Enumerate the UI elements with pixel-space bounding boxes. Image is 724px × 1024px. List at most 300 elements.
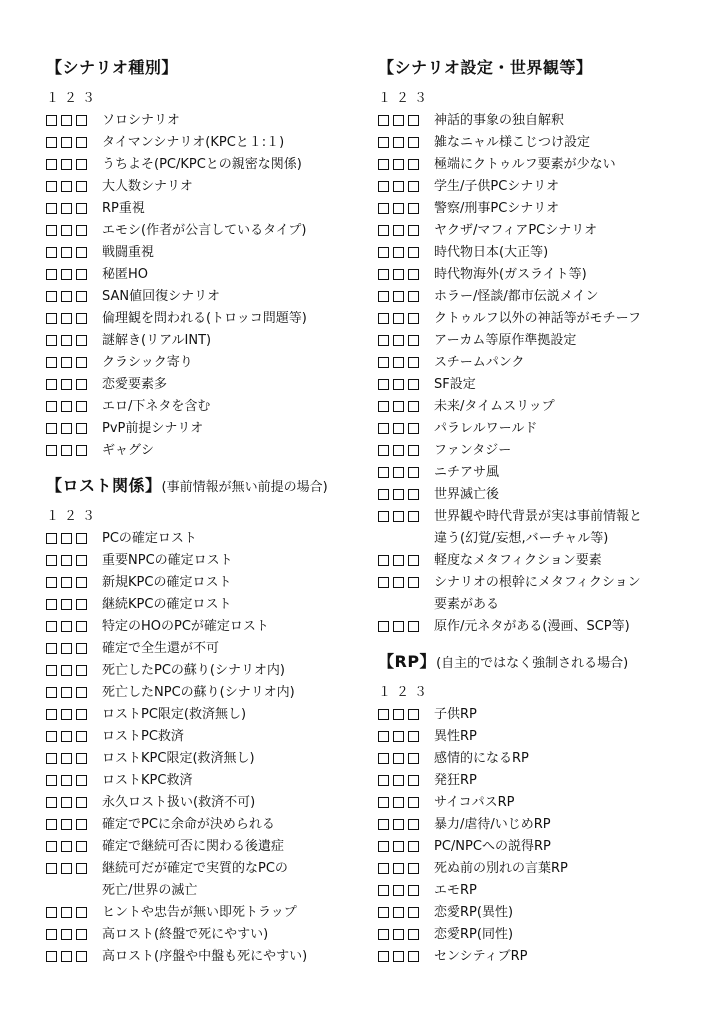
checkbox-3[interactable] (76, 181, 87, 192)
checkbox-2[interactable] (61, 379, 72, 390)
checkbox-group (378, 396, 434, 412)
checkbox-3[interactable] (408, 159, 419, 170)
checkbox-1[interactable] (378, 181, 389, 192)
checkbox-3[interactable] (76, 137, 87, 148)
checkbox-2[interactable] (393, 269, 404, 280)
checkbox-1[interactable] (46, 379, 57, 390)
checkbox-3[interactable] (408, 819, 419, 830)
checkbox-2[interactable] (393, 489, 404, 500)
checklist-row (378, 880, 708, 902)
checkbox-group (378, 616, 434, 632)
checkbox-2[interactable] (61, 445, 72, 456)
checkbox-1[interactable] (46, 533, 57, 544)
checkbox-1[interactable] (46, 423, 57, 434)
checkbox-1[interactable] (378, 797, 389, 808)
checkbox-2[interactable] (393, 203, 404, 214)
checklist-row (46, 418, 366, 440)
checkbox-1[interactable] (378, 445, 389, 456)
checkbox-group (46, 352, 102, 368)
section-gap (46, 462, 366, 470)
checkbox-3[interactable] (408, 137, 419, 148)
checkbox-3[interactable] (408, 885, 419, 896)
item-label: 異性RP (434, 729, 477, 744)
checklist-row (378, 154, 708, 176)
checkbox-1[interactable] (378, 907, 389, 918)
checkbox-2[interactable] (393, 401, 404, 412)
checkbox-2[interactable] (61, 313, 72, 324)
checkbox-2[interactable] (61, 863, 72, 874)
checkbox-3[interactable] (76, 115, 87, 126)
checklist-row (378, 308, 708, 330)
checkbox-2[interactable] (393, 181, 404, 192)
checkbox-2[interactable] (393, 291, 404, 302)
checkbox-2[interactable] (61, 907, 72, 918)
item-label: 時代物海外(ガスライト等) (434, 267, 587, 282)
checkbox-2[interactable] (393, 577, 404, 588)
checkbox-group (46, 594, 102, 610)
item-label: ヒントや忠告が無い即死トラップ (102, 905, 297, 920)
checkbox-group (46, 770, 102, 786)
checkbox-3[interactable] (408, 379, 419, 390)
checkbox-1[interactable] (46, 643, 57, 654)
checkbox-2[interactable] (61, 269, 72, 280)
checkbox-1[interactable] (378, 247, 389, 258)
checkbox-1[interactable] (378, 489, 389, 500)
checkbox-2[interactable] (61, 181, 72, 192)
checkbox-3[interactable] (408, 181, 419, 192)
item-label: ファンタジー (434, 443, 512, 458)
checkbox-1[interactable] (378, 929, 389, 940)
section-subtitle: (事前情報が無い前提の場合) (161, 480, 328, 495)
checklist-row (378, 286, 708, 308)
checklist-row (46, 396, 366, 418)
checkbox-group (46, 836, 102, 852)
checkbox-1[interactable] (46, 753, 57, 764)
item-label: SF設定 (434, 377, 476, 392)
checkbox-3[interactable] (76, 665, 87, 676)
checkbox-1[interactable] (46, 687, 57, 698)
checklist-row (378, 374, 708, 396)
checklist-row (46, 132, 366, 154)
checkbox-group (378, 770, 434, 786)
checkbox-1[interactable] (46, 247, 57, 258)
checkbox-3[interactable] (76, 313, 87, 324)
item-label: PC/NPCへの説得RP (434, 839, 551, 854)
checkbox-group (378, 176, 434, 192)
section-title: 【シナリオ種別】 (46, 58, 178, 77)
checkbox-2[interactable] (61, 203, 72, 214)
checkbox-1[interactable] (378, 555, 389, 566)
checkbox-1[interactable] (46, 313, 57, 324)
checkbox-2[interactable] (61, 731, 72, 742)
checkbox-2[interactable] (393, 731, 404, 742)
checkbox-group (46, 110, 102, 126)
checkbox-1[interactable] (378, 335, 389, 346)
checkbox-2[interactable] (61, 247, 72, 258)
checkbox-1[interactable] (46, 445, 57, 456)
checklist-row (378, 418, 708, 440)
checkbox-3[interactable] (76, 951, 87, 962)
checkbox-3[interactable] (76, 841, 87, 852)
checkbox-1[interactable] (46, 775, 57, 786)
section (46, 462, 366, 968)
checkbox-1[interactable] (378, 511, 389, 522)
checkbox-group (378, 220, 434, 236)
checkbox-group (46, 704, 102, 720)
checkbox-3[interactable] (76, 753, 87, 764)
checkbox-2[interactable] (61, 159, 72, 170)
section-subtitle: (自主的ではなく強制される場合) (436, 656, 629, 671)
checkbox-3[interactable] (76, 379, 87, 390)
checkbox-3[interactable] (76, 929, 87, 940)
checkbox-2[interactable] (61, 665, 72, 676)
section (46, 52, 366, 462)
checkbox-1[interactable] (46, 115, 57, 126)
checkbox-group (46, 396, 102, 412)
checkbox-2[interactable] (393, 379, 404, 390)
checkbox-1[interactable] (46, 709, 57, 720)
checkbox-2[interactable] (393, 423, 404, 434)
checkbox-1[interactable] (378, 379, 389, 390)
checkbox-1[interactable] (46, 159, 57, 170)
checkbox-1[interactable] (46, 929, 57, 940)
checklist-row (46, 638, 366, 660)
checkbox-3[interactable] (76, 775, 87, 786)
checkbox-3[interactable] (408, 401, 419, 412)
checkbox-1[interactable] (378, 313, 389, 324)
checkbox-1[interactable] (46, 797, 57, 808)
checkbox-2[interactable] (393, 225, 404, 236)
checkbox-1[interactable] (378, 731, 389, 742)
checkbox-3[interactable] (76, 643, 87, 654)
column-numbers: １２３ (378, 685, 433, 700)
checkbox-2[interactable] (393, 621, 404, 632)
checkbox-group (378, 858, 434, 874)
checkbox-2[interactable] (61, 643, 72, 654)
checkbox-1[interactable] (378, 753, 389, 764)
checkbox-1[interactable] (378, 269, 389, 280)
column-numbers: １２３ (378, 91, 433, 106)
checkbox-1[interactable] (46, 731, 57, 742)
checkbox-3[interactable] (76, 335, 87, 346)
checklist-row (378, 396, 708, 418)
checkbox-3[interactable] (76, 709, 87, 720)
checkbox-2[interactable] (393, 137, 404, 148)
checkbox-3[interactable] (408, 797, 419, 808)
checklist-row (378, 770, 708, 792)
item-label: 新規KPCの確定ロスト (102, 575, 232, 590)
checkbox-2[interactable] (393, 445, 404, 456)
checkbox-1[interactable] (378, 863, 389, 874)
checkbox-3[interactable] (408, 247, 419, 258)
checkbox-2[interactable] (61, 577, 72, 588)
checkbox-2[interactable] (61, 137, 72, 148)
checkbox-3[interactable] (76, 555, 87, 566)
checkbox-1[interactable] (378, 577, 389, 588)
checkbox-1[interactable] (378, 137, 389, 148)
item-label: 永久ロスト扱い(救済不可) (102, 795, 256, 810)
checkbox-3[interactable] (408, 775, 419, 786)
checkbox-2[interactable] (393, 357, 404, 368)
item-label: 謎解き(リアルINT) (102, 333, 212, 348)
checkbox-1[interactable] (378, 951, 389, 962)
checkbox-1[interactable] (378, 885, 389, 896)
checkbox-2[interactable] (61, 533, 72, 544)
checkbox-3[interactable] (408, 467, 419, 478)
checkbox-1[interactable] (46, 269, 57, 280)
checklist-row (378, 748, 708, 770)
checkbox-1[interactable] (378, 115, 389, 126)
checkbox-1[interactable] (46, 335, 57, 346)
item-label: パラレルワールド (434, 421, 538, 436)
checkbox-3[interactable] (76, 203, 87, 214)
checkbox-group (378, 440, 434, 456)
checkbox-2[interactable] (61, 423, 72, 434)
section-heading (378, 646, 708, 678)
checkbox-2[interactable] (61, 687, 72, 698)
checkbox-group (46, 198, 102, 214)
item-label-continuation: 違う(幻覚/妄想,バーチャル等) (434, 531, 609, 546)
checkbox-group (46, 286, 102, 302)
checkbox-2[interactable] (393, 863, 404, 874)
checkbox-3[interactable] (408, 489, 419, 500)
checkbox-3[interactable] (408, 621, 419, 632)
item-label: スチームパンク (434, 355, 525, 370)
checklist-row (378, 572, 708, 594)
item-label-continuation: 要素がある (434, 597, 500, 612)
checkbox-2[interactable] (61, 819, 72, 830)
checkbox-2[interactable] (61, 929, 72, 940)
checklist-row (46, 858, 366, 880)
item-label: ヤクザ/マフィアPCシナリオ (434, 223, 598, 238)
checkbox-3[interactable] (408, 709, 419, 720)
checkbox-3[interactable] (408, 115, 419, 126)
checkbox-group (46, 902, 102, 918)
checkbox-1[interactable] (378, 203, 389, 214)
checkbox-3[interactable] (76, 291, 87, 302)
checkbox-2[interactable] (393, 247, 404, 258)
checklist-row (378, 440, 708, 462)
checkbox-2[interactable] (393, 467, 404, 478)
checkbox-3[interactable] (76, 247, 87, 258)
checkbox-1[interactable] (378, 709, 389, 720)
checkbox-2[interactable] (61, 775, 72, 786)
checkbox-2[interactable] (393, 753, 404, 764)
checkbox-1[interactable] (378, 621, 389, 632)
checkbox-group (378, 836, 434, 852)
checklist-row (46, 616, 366, 638)
checkbox-3[interactable] (76, 687, 87, 698)
checkbox-1[interactable] (46, 203, 57, 214)
checkbox-2[interactable] (393, 709, 404, 720)
checkbox-1[interactable] (46, 665, 57, 676)
checkbox-3[interactable] (76, 423, 87, 434)
checkbox-1[interactable] (378, 159, 389, 170)
checkbox-3[interactable] (76, 357, 87, 368)
item-label: 学生/子供PCシナリオ (434, 179, 560, 194)
checkbox-2[interactable] (393, 907, 404, 918)
checklist-row (46, 286, 366, 308)
checkbox-3[interactable] (76, 401, 87, 412)
checkbox-1[interactable] (378, 225, 389, 236)
checkbox-3[interactable] (408, 555, 419, 566)
checkbox-2[interactable] (61, 797, 72, 808)
checklist-row (378, 462, 708, 484)
checkbox-2[interactable] (393, 115, 404, 126)
checkbox-1[interactable] (46, 181, 57, 192)
checklist-row (46, 308, 366, 330)
checklist-row (46, 902, 366, 924)
checkbox-group (378, 352, 434, 368)
checklist-row (46, 704, 366, 726)
checkbox-2[interactable] (393, 555, 404, 566)
checkbox-1[interactable] (46, 621, 57, 632)
checkbox-3[interactable] (408, 269, 419, 280)
checkbox-1[interactable] (46, 841, 57, 852)
checkbox-1[interactable] (46, 137, 57, 148)
checkbox-2[interactable] (61, 291, 72, 302)
checkbox-3[interactable] (76, 819, 87, 830)
checkbox-2[interactable] (61, 599, 72, 610)
checkbox-2[interactable] (61, 709, 72, 720)
checklist-row (378, 110, 708, 132)
checkbox-1[interactable] (378, 467, 389, 478)
item-label: エロ/下ネタを含む (102, 399, 211, 414)
section-title: 【RP】 (378, 652, 437, 671)
checkbox-2[interactable] (393, 313, 404, 324)
checkbox-1[interactable] (46, 951, 57, 962)
checklist-row (378, 132, 708, 154)
section-heading (46, 470, 366, 502)
checkbox-group (46, 726, 102, 742)
checklist-row (46, 528, 366, 550)
checkbox-3[interactable] (408, 203, 419, 214)
checkbox-1[interactable] (46, 577, 57, 588)
checkbox-2[interactable] (393, 335, 404, 346)
checkbox-3[interactable] (408, 313, 419, 324)
checklist-row (378, 924, 708, 946)
checklist-row (46, 572, 366, 594)
checkbox-group (46, 528, 102, 544)
checkbox-3[interactable] (76, 621, 87, 632)
item-label: 恋愛RP(同性) (434, 927, 514, 942)
checklist-row (46, 110, 366, 132)
checkbox-3[interactable] (408, 907, 419, 918)
checkbox-3[interactable] (408, 753, 419, 764)
checkbox-3[interactable] (408, 863, 419, 874)
checkbox-3[interactable] (408, 445, 419, 456)
checkbox-3[interactable] (76, 533, 87, 544)
checkbox-1[interactable] (378, 841, 389, 852)
item-label: うちよそ(PC/KPCとの親密な関係) (102, 157, 302, 172)
checkbox-group (46, 858, 102, 874)
checkbox-2[interactable] (61, 335, 72, 346)
checkbox-2[interactable] (61, 951, 72, 962)
checkbox-2[interactable] (393, 797, 404, 808)
checkbox-3[interactable] (408, 929, 419, 940)
checkbox-3[interactable] (76, 797, 87, 808)
checkbox-3[interactable] (408, 225, 419, 236)
item-label: 確定で継続可否に関わる後遺症 (102, 839, 285, 854)
checkbox-2[interactable] (61, 753, 72, 764)
checklist-row (46, 792, 366, 814)
checkbox-3[interactable] (408, 577, 419, 588)
checkbox-1[interactable] (46, 907, 57, 918)
checkbox-2[interactable] (61, 115, 72, 126)
checkbox-1[interactable] (378, 775, 389, 786)
checkbox-3[interactable] (76, 225, 87, 236)
checkbox-3[interactable] (408, 731, 419, 742)
checkbox-2[interactable] (393, 159, 404, 170)
checkbox-1[interactable] (46, 555, 57, 566)
checkbox-3[interactable] (408, 335, 419, 346)
checkbox-3[interactable] (76, 577, 87, 588)
checkbox-2[interactable] (61, 555, 72, 566)
checkbox-1[interactable] (378, 423, 389, 434)
checkbox-3[interactable] (408, 423, 419, 434)
checkbox-2[interactable] (393, 841, 404, 852)
left-column (46, 52, 366, 968)
checkbox-3[interactable] (76, 863, 87, 874)
checkbox-2[interactable] (61, 401, 72, 412)
checkbox-group (46, 946, 102, 962)
checkbox-group (46, 154, 102, 170)
checkbox-3[interactable] (76, 159, 87, 170)
checkbox-2[interactable] (393, 819, 404, 830)
checkbox-3[interactable] (408, 291, 419, 302)
checkbox-2[interactable] (393, 885, 404, 896)
checkbox-1[interactable] (46, 357, 57, 368)
checkbox-3[interactable] (76, 445, 87, 456)
checkbox-group (46, 176, 102, 192)
checkbox-2[interactable] (393, 951, 404, 962)
checkbox-2[interactable] (61, 225, 72, 236)
checkbox-2[interactable] (393, 775, 404, 786)
item-label: 大人数シナリオ (102, 179, 193, 194)
checkbox-1[interactable] (46, 401, 57, 412)
checkbox-1[interactable] (378, 357, 389, 368)
checkbox-2[interactable] (393, 511, 404, 522)
checkbox-3[interactable] (76, 269, 87, 280)
checkbox-1[interactable] (378, 401, 389, 412)
checkbox-3[interactable] (408, 841, 419, 852)
checkbox-2[interactable] (61, 841, 72, 852)
checklist-row (46, 814, 366, 836)
checkbox-3[interactable] (408, 357, 419, 368)
checkbox-group (378, 924, 434, 940)
checklist-row (378, 792, 708, 814)
checkbox-1[interactable] (46, 819, 57, 830)
checkbox-1[interactable] (46, 225, 57, 236)
checkbox-1[interactable] (46, 599, 57, 610)
checkbox-1[interactable] (378, 291, 389, 302)
checklist-row (46, 242, 366, 264)
checkbox-group (46, 264, 102, 280)
checkbox-2[interactable] (393, 929, 404, 940)
checkbox-1[interactable] (378, 819, 389, 830)
checkbox-3[interactable] (408, 511, 419, 522)
checklist-row (46, 352, 366, 374)
checkbox-3[interactable] (76, 599, 87, 610)
checkbox-2[interactable] (61, 357, 72, 368)
checkbox-2[interactable] (61, 621, 72, 632)
checklist-row (46, 946, 366, 968)
checkbox-3[interactable] (76, 907, 87, 918)
checkbox-3[interactable] (408, 951, 419, 962)
checkbox-1[interactable] (46, 291, 57, 302)
checkbox-1[interactable] (46, 863, 57, 874)
checkbox-3[interactable] (76, 731, 87, 742)
